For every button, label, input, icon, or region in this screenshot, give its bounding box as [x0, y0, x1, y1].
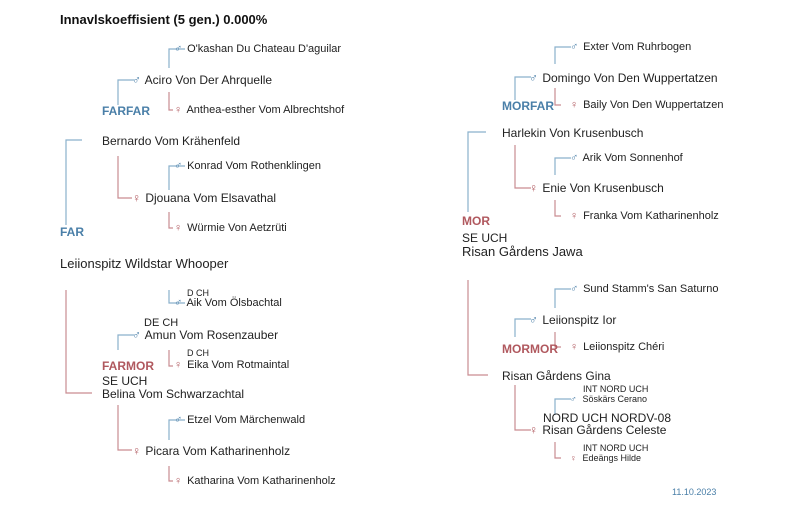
- title-dam: SE UCH: [462, 231, 508, 245]
- ancestor-fmm[interactable]: ♀ Würmie Von Aetzrüti: [174, 222, 287, 234]
- female-symbol-icon: ♀: [570, 99, 579, 111]
- male-symbol-icon: ♂: [570, 394, 577, 404]
- ancestor-mmf[interactable]: ♂ Etzel Vom Märchenwald: [174, 414, 306, 426]
- female-symbol-icon: ♀: [529, 181, 538, 195]
- title-mfm: D CH: [187, 348, 209, 358]
- male-symbol-icon: ♂: [570, 152, 579, 164]
- dam-name[interactable]: Risan Gårdens Jawa: [462, 244, 583, 259]
- ancestor-fm[interactable]: ♀ Djouana Vom Elsavathal: [132, 191, 277, 205]
- inbreeding-coefficient-title: Innavlskoeffisient (5 gen.) 0.000%: [60, 12, 268, 27]
- label-farmor: FARMOR: [102, 359, 154, 373]
- label-mor: MOR: [462, 214, 490, 228]
- female-symbol-icon: ♀: [570, 341, 579, 353]
- ancestor-rff[interactable]: ♂ Domingo Von Den Wuppertatzen: [529, 71, 718, 85]
- female-symbol-icon: ♀: [570, 210, 579, 222]
- title-rmmm: INT NORD UCH: [583, 443, 649, 453]
- ancestor-rffm[interactable]: ♀ Baily Von Den Wuppertatzen: [570, 99, 724, 111]
- ancestor-rfmf[interactable]: ♂ Arik Vom Sonnenhof: [570, 152, 683, 164]
- maternal-grandmother-name[interactable]: Risan Gårdens Gina: [502, 369, 611, 383]
- ancestor-mff[interactable]: ♂ Aik Vom Ölsbachtal: [174, 297, 282, 309]
- male-symbol-icon: ♂: [529, 313, 538, 327]
- ancestor-mf[interactable]: ♂ Amun Vom Rosenzauber: [132, 328, 279, 342]
- title-fm: SE UCH: [102, 374, 148, 388]
- male-symbol-icon: ♂: [132, 73, 141, 87]
- label-morfar: MORFAR: [502, 99, 554, 113]
- label-farfar: FARFAR: [102, 104, 150, 118]
- ancestor-fff[interactable]: ♂ O'kashan Du Chateau D'aguilar: [174, 43, 342, 55]
- ancestor-rmmm[interactable]: ♀ Edeängs Hilde: [570, 453, 642, 463]
- title-mff: D CH: [187, 288, 209, 298]
- ancestor-fmf[interactable]: ♂ Konrad Vom Rothenklingen: [174, 160, 321, 172]
- ancestor-rmm[interactable]: ♀ Risan Gårdens Celeste: [529, 423, 667, 437]
- male-symbol-icon: ♂: [174, 43, 183, 55]
- ancestor-rfm[interactable]: ♀ Enie Von Krusenbusch: [529, 181, 664, 195]
- female-symbol-icon: ♀: [132, 444, 141, 458]
- male-symbol-icon: ♂: [570, 41, 579, 53]
- paternal-grandmother-name[interactable]: Belina Vom Schwarzachtal: [102, 387, 245, 401]
- maternal-grandfather-name[interactable]: Harlekin Von Krusenbusch: [502, 126, 644, 140]
- female-symbol-icon: ♀: [174, 222, 183, 234]
- ancestor-rmmf[interactable]: ♂ Söskärs Cerano: [570, 394, 648, 404]
- ancestor-rmff[interactable]: ♂ Sund Stamm's San Saturno: [570, 283, 719, 295]
- title-rmmf: INT NORD UCH: [583, 384, 649, 394]
- ancestor-rfff[interactable]: ♂ Exter Vom Ruhrbogen: [570, 41, 692, 53]
- male-symbol-icon: ♂: [174, 160, 183, 172]
- female-symbol-icon: ♀: [174, 104, 183, 116]
- subject-dog-name: Leiionspitz Wildstar Whooper: [60, 256, 229, 271]
- female-symbol-icon: ♀: [570, 453, 577, 463]
- label-far: FAR: [60, 225, 84, 239]
- ancestor-ff[interactable]: ♂ Aciro Von Der Ahrquelle: [132, 73, 273, 87]
- ancestor-mmm[interactable]: ♀ Katharina Vom Katharinenholz: [174, 475, 336, 487]
- title-rmm: NORD UCH NORDV-08: [543, 411, 672, 425]
- ancestor-mm[interactable]: ♀ Picara Vom Katharinenholz: [132, 444, 291, 458]
- female-symbol-icon: ♀: [132, 191, 141, 205]
- ancestor-mfm[interactable]: ♀ Eika Vom Rotmaintal: [174, 359, 290, 371]
- ancestor-rmfm[interactable]: ♀ Leiionspitz Chéri: [570, 341, 665, 353]
- female-symbol-icon: ♀: [174, 475, 183, 487]
- ancestor-ffm[interactable]: ♀ Anthea-esther Vom Albrechtshof: [174, 104, 345, 116]
- male-symbol-icon: ♂: [570, 283, 579, 295]
- female-symbol-icon: ♀: [174, 359, 183, 371]
- title-mf: DE CH: [144, 317, 179, 329]
- male-symbol-icon: ♂: [132, 328, 141, 342]
- ancestor-rmf[interactable]: ♂ Leiionspitz Ior: [529, 313, 617, 327]
- male-symbol-icon: ♂: [529, 71, 538, 85]
- ancestor-rfmm[interactable]: ♀ Franka Vom Katharinenholz: [570, 210, 719, 222]
- sire-name[interactable]: Bernardo Vom Krähenfeld: [102, 134, 241, 148]
- label-mormor: MORMOR: [502, 342, 558, 356]
- female-symbol-icon: ♀: [529, 423, 538, 437]
- male-symbol-icon: ♂: [174, 414, 183, 426]
- male-symbol-icon: ♂: [174, 297, 183, 309]
- print-date: 11.10.2023: [672, 487, 717, 497]
